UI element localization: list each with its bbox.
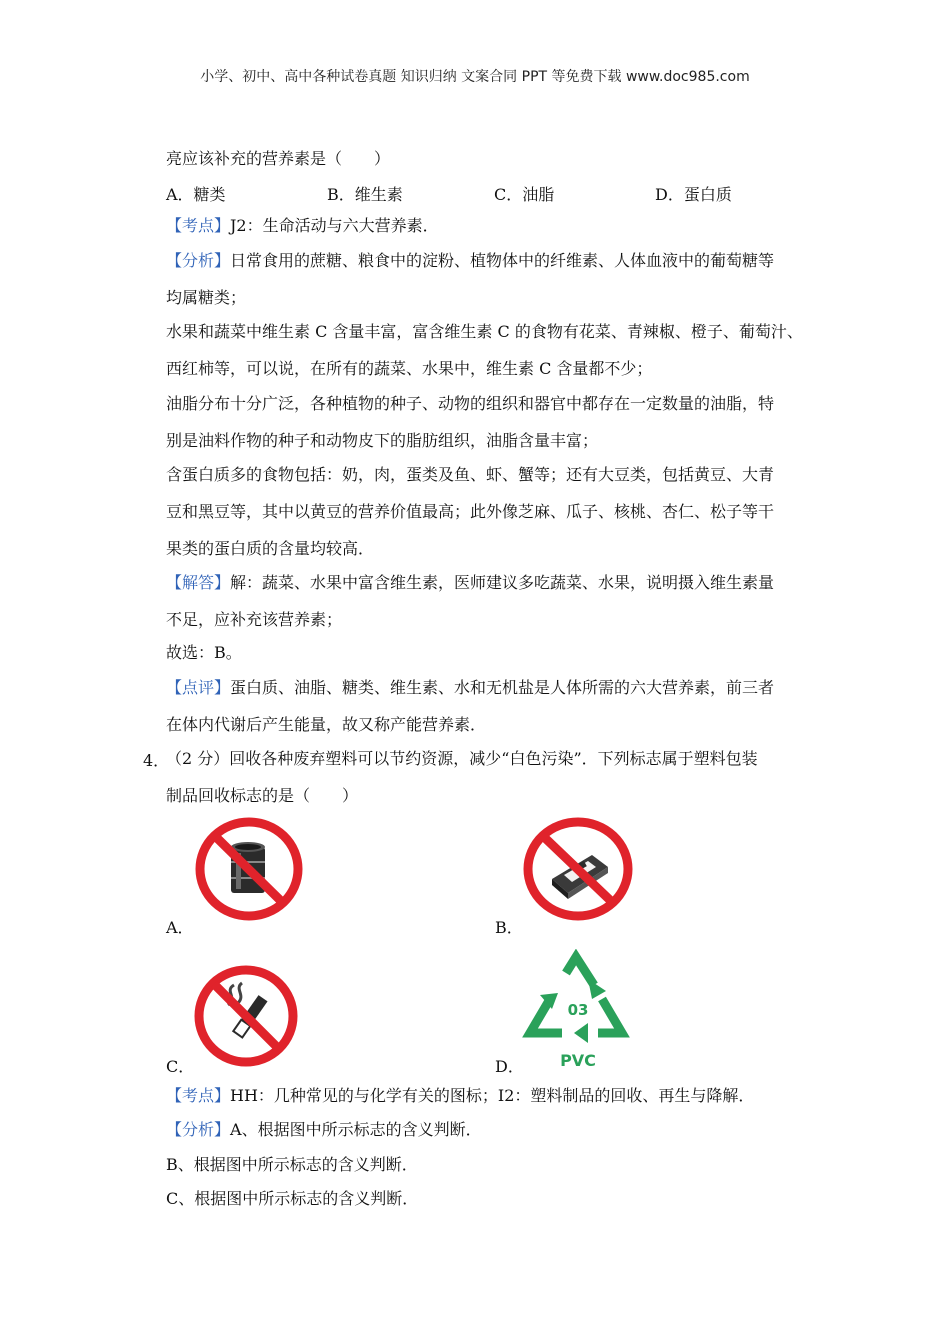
fenxi-text: A、根据图中所示标志的含义判断． xyxy=(230,1120,482,1139)
q3-option-c: C．油脂 xyxy=(494,185,555,204)
q3-dianping-line-2: 在体内代谢后产生能量，故又称产能营养素． xyxy=(166,715,487,734)
fenxi-text: 日常食用的蔗糖、粮食中的淀粉、植物体中的纤维素、人体血液中的葡萄糖等 xyxy=(230,251,775,270)
q3-option-d: D．蛋白质 xyxy=(655,185,732,204)
q4-label-c: C． xyxy=(166,1057,195,1076)
q3-fenxi-line-3: 水果和蔬菜中维生素 C 含量丰富，富含维生素 C 的食物有花菜、青辣椒、橙子、葡萄汁、 xyxy=(166,322,803,341)
q3-jieda-line-1 xyxy=(166,572,774,594)
recycle-code: 03 xyxy=(567,1001,589,1019)
no-smoking-sign xyxy=(194,965,299,1068)
q4-kaodian xyxy=(166,1085,754,1107)
kaodian-tag: 【考点】 xyxy=(166,216,231,235)
q4-label-a: A． xyxy=(166,918,194,937)
no-oil-drum-sign xyxy=(194,817,304,922)
q4-fenxi-line-3: C、根据图中所示标志的含义判断． xyxy=(166,1189,419,1208)
q3-fenxi-line-5: 油脂分布十分广泛，各种植物的种子、动物的组织和器官中都存在一定数量的油脂，特 xyxy=(166,394,775,413)
jieda-tag: 【解答】 xyxy=(166,573,231,592)
q3-fenxi-line-6: 别是油料作物的种子和动物皮下的脂肪组织，油脂含量丰富； xyxy=(166,431,599,450)
q4-label-d: D． xyxy=(495,1057,524,1076)
q3-jieda-line-2: 不足，应补充该营养素； xyxy=(166,610,343,629)
q4-fenxi-line-2: B、根据图中所示标志的含义判断． xyxy=(166,1155,418,1174)
q3-fenxi-line-4: 西红柿等，可以说，在所有的蔬菜、水果中，维生素 C 含量都不少； xyxy=(166,359,653,378)
kaodian-text: HH：几种常见的与化学有关的图标；I2：塑料制品的回收、再生与降解． xyxy=(230,1086,755,1105)
jieda-text: 解：蔬菜、水果中富含维生素，医师建议多吃蔬菜、水果，说明摄入维生素量 xyxy=(230,573,775,592)
q4-label-b: B． xyxy=(495,918,523,937)
recycle-material: PVC xyxy=(560,1051,596,1070)
q3-stem-tail: 亮应该补充的营养素是（ ） xyxy=(166,149,391,168)
kaodian-tag: 【考点】 xyxy=(166,1086,231,1105)
q3-kaodian xyxy=(166,215,439,237)
q4-stem-line-2: 制品回收标志的是（ ） xyxy=(166,786,359,805)
q3-option-a: A．糖类 xyxy=(166,185,226,204)
fenxi-tag: 【分析】 xyxy=(166,251,231,270)
page-header: 小学、初中、高中各种试卷真题 知识归纳 文案合同 PPT 等免费下载 www.doc985.com xyxy=(200,69,750,85)
dianping-tag: 【点评】 xyxy=(166,678,231,697)
q3-fenxi-line-9: 果类的蛋白质的含量均较高． xyxy=(166,539,375,558)
kaodian-text: J2：生命活动与六大营养素． xyxy=(230,216,439,235)
q3-jieda-line-3: 故选：B。 xyxy=(166,643,242,662)
fenxi-tag: 【分析】 xyxy=(166,1120,231,1139)
q3-dianping-line-1 xyxy=(166,677,774,699)
pvc-recycle-sign xyxy=(522,949,632,1071)
q4-stem-line-1: （2 分）回收各种废弃塑料可以节约资源，减少“白色污染”．下列标志属于塑料包装 xyxy=(166,749,758,768)
q3-fenxi-line-8: 豆和黑豆等，其中以黄豆的营养价值最高；此外像芝麻、瓜子、核桃、杏仁、松子等干 xyxy=(166,502,775,521)
no-matches-sign xyxy=(522,817,634,922)
q3-option-b: B．维生素 xyxy=(327,185,403,204)
q3-fenxi-line-1 xyxy=(166,250,774,272)
q4-fenxi-line-1 xyxy=(166,1119,482,1141)
q3-fenxi-line-2: 均属糖类； xyxy=(166,288,247,307)
q4-number: 4． xyxy=(143,751,170,770)
q3-fenxi-line-7: 含蛋白质多的食物包括：奶，肉，蛋类及鱼、虾、蟹等；还有大豆类，包括黄豆、大青 xyxy=(166,465,775,484)
dianping-text: 蛋白质、油脂、糖类、维生素、水和无机盐是人体所需的六大营养素，前三者 xyxy=(230,678,775,697)
